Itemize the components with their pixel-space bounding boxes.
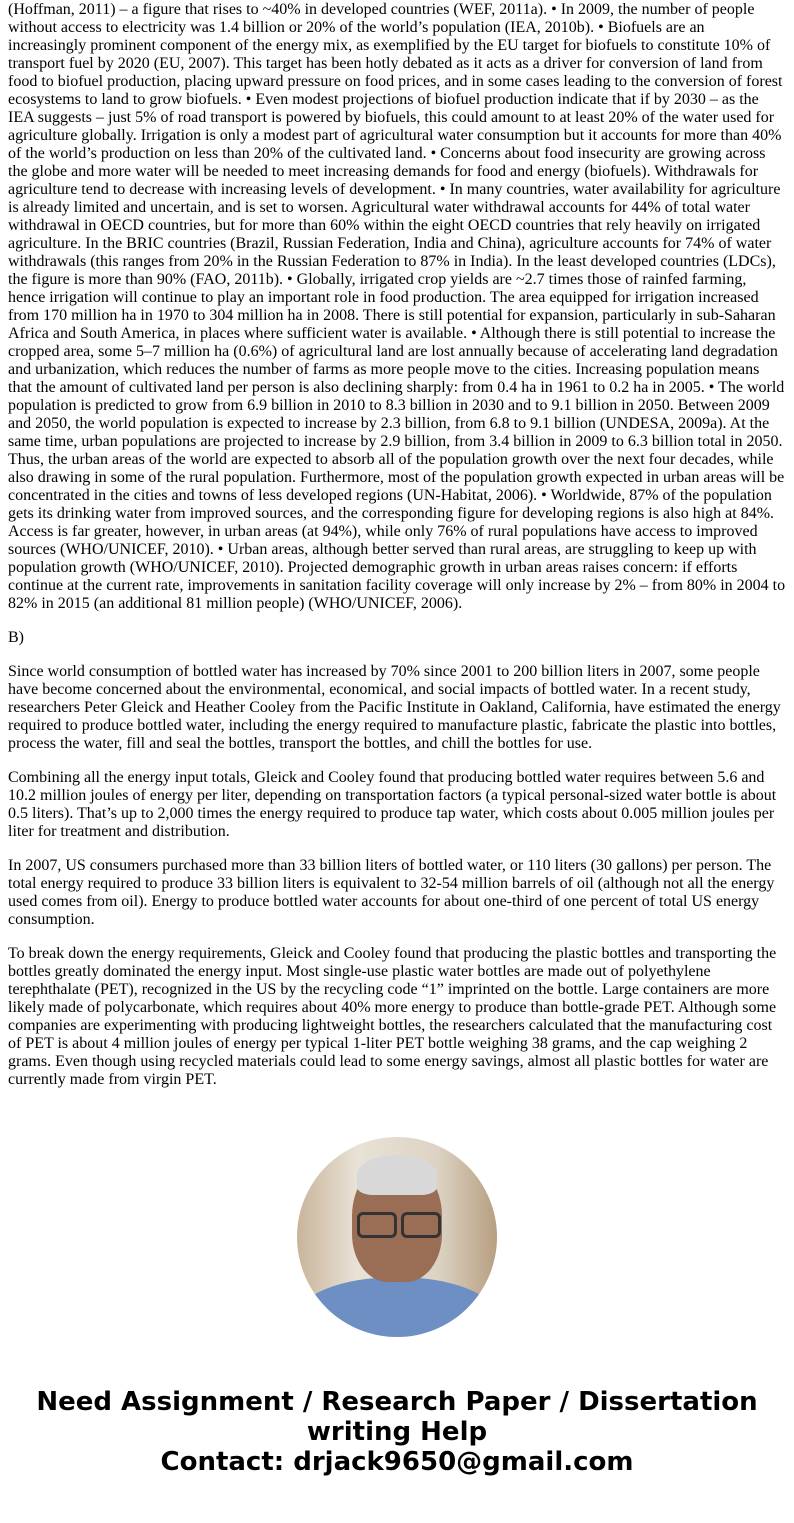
paragraph-us-consumption: In 2007, US consumers purchased more than 33 billion liters of bottled water, or 110 liters (30 gallons) per person. The total energy required to produce 33 billion liters is equivalent to 32-54 million barrels of oil (although not all the energy used comes from oil). Energy to produce bottled water accounts for about one-third of one percent of total US energy consumption. — [8, 857, 775, 928]
paragraph-energy-breakdown: To break down the energy requirements, Gleick and Cooley found that producing the plastic bottles and transporting the bottles greatly dominated the energy input. Most single-use plastic water bottles are made out of polyethylene terephthalate (PET), recognized in the US by the recycling code “1” imprinted on the bottle. Large containers are more likely made of polycarbonate, which requires about 40% more energy to produce than bottle-grade PET. Although some companies are experimenting with producing lightweight bottles, the researchers calculated that the manufacturing cost of PET is about 4 million joules of energy per typical 1-liter PET bottle weighing 38 grams, and the cap weighing 2 grams. Even though using recycled materials could lead to some energy savings, almost all plastic bottles for water are currently made from virgin PET. — [8, 945, 777, 1088]
author-avatar — [297, 1137, 497, 1337]
paragraph-water-energy: (Hoffman, 2011) – a figure that rises to ~40% in developed countries (WEF, 2011a). • In 2009, the number of people without access to electricity was 1.4 billion or 20% of the world’s population (IEA, 2010b). • Biofuels are an increasingly prominent component of the energy mix, as exemplified by the EU target for biofuels to constitute 10% of transport fuel by 2020 (EU, 2007). This target has been hotly debated as it acts as a driver for conversion of land from food to biofuel production, placing upward pressure on food prices, and in some cases leading to the conversion of forest ecosystems to land to grow biofuels. • Even modest projections of biofuel production indicate that if by 2030 – as the IEA suggests – just 5% of road transport is powered by biofuels, this could amount to at least 20% of the water used for agriculture globally. Irrigation is only a modest part of agricultural water consumption but it accounts for more than 40% of the world’s production on less than 20% of the cultivated land. • Concerns about food insecurity are growing across the globe and more water will be needed to meet increasing demands for food and energy (biofuels). Withdrawals for agriculture tend to decrease with increasing levels of development. • In many countries, water availability for agriculture is already limited and uncertain, and is set to worsen. Agricultural water withdrawal accounts for 44% of total water withdrawal in OECD countries, but for more than 60% within the eight OECD countries that rely heavily on irrigated agriculture. In the BRIC countries (Brazil, Russian Federation, India and China), agriculture accounts for 74% of water withdrawals (this ranges from 20% in the Russian Federation to 87% in India). In the least developed countries (LDCs), the figure is more than 90% (FAO, 2011b). • Globally, irrigated crop yields are ~2.7 times those of rainfed farming, hence irrigation will continue to play an important role in food production. The area equipped for irrigation increased from 170 million ha in 1970 to 304 million ha in 2008. There is still potential for expansion, particularly in sub-Saharan Africa and South America, in places where sufficient water is available. • Although there is still potential to increase the cropped area, some 5–7 million ha (0.6%) of agricultural land are lost annually because of accelerating land degradation and urbanization, which reduces the number of farms as more people move to the cities. Increasing population means that the amount of cultivated land per person is also declining sharply: from 0.4 ha in 1961 to 0.2 ha in 2005. • The world population is predicted to grow from 6.9 billion in 2010 to 8.3 billion in 2030 and to 9.1 billion in 2050. Between 2009 and 2050, the world population is expected to increase by 2.3 billion, from 6.8 to 9.1 billion (UNDESA, 2009a). At the same time, urban populations are projected to increase by 2.9 billion, from 3.4 billion in 2009 to 6.3 billion total in 2050. Thus, the urban areas of the world are expected to absorb all of the population growth over the next four decades, while also drawing in some of the rural population. Furthermore, most of the population growth expected in urban areas will be concentrated in the cities and towns of less developed regions (UN-Habitat, 2006). • Worldwide, 87% of the population gets its drinking water from improved sources, and the corresponding figure for developing regions is also high at 84%. Access is far greater, however, in urban areas (at 94%), while only 76% of rural populations have access to improved sources (WHO/UNICEF, 2010). • Urban areas, although better served than rural areas, are struggling to keep up with population growth (WHO/UNICEF, 2010). Projected demographic growth in urban areas raises concern: if efforts continue at the current rate, improvements in sanitation facility coverage will only increase by 2% – from 80% in 2004 to 82% in 2015 (an additional 81 million people) (WHO/UNICEF, 2006). — [8, 1, 786, 612]
paragraph-energy-totals: Combining all the energy input totals, Gleick and Cooley found that producing bottled water requires between 5.6 and 10.2 million joules of energy per liter, depending on transportation factors (a typical personal-sized water bottle is about 0.5 liters). That’s up to 2,000 times the energy required to produce tap water, which costs about 0.005 million joules per liter for treatment and distribution. — [8, 769, 777, 840]
contact-email: Contact: drjack9650@gmail.com — [160, 1447, 634, 1477]
help-heading: Need Assignment / Research Paper / Dissertation writing Help — [36, 1387, 758, 1447]
paragraph-bottled-water-intro: Since world consumption of bottled water has increased by 70% since 2001 to 200 billion liters in 2007, some people have become concerned about the environmental, economical, and social impacts of bottled water. In a recent study, researchers Peter Gleick and Heather Cooley from the Pacific Institute in Oakland, California, have estimated the energy required to produce bottled water, including the energy required to manufacture plastic, fabricate the plastic into bottles, process the water, fill and seal the bottles, transport the bottles, and chill the bottles for use. — [8, 663, 781, 752]
contact-banner — [0, 1387, 794, 1477]
section-label-b: B) — [8, 629, 24, 646]
